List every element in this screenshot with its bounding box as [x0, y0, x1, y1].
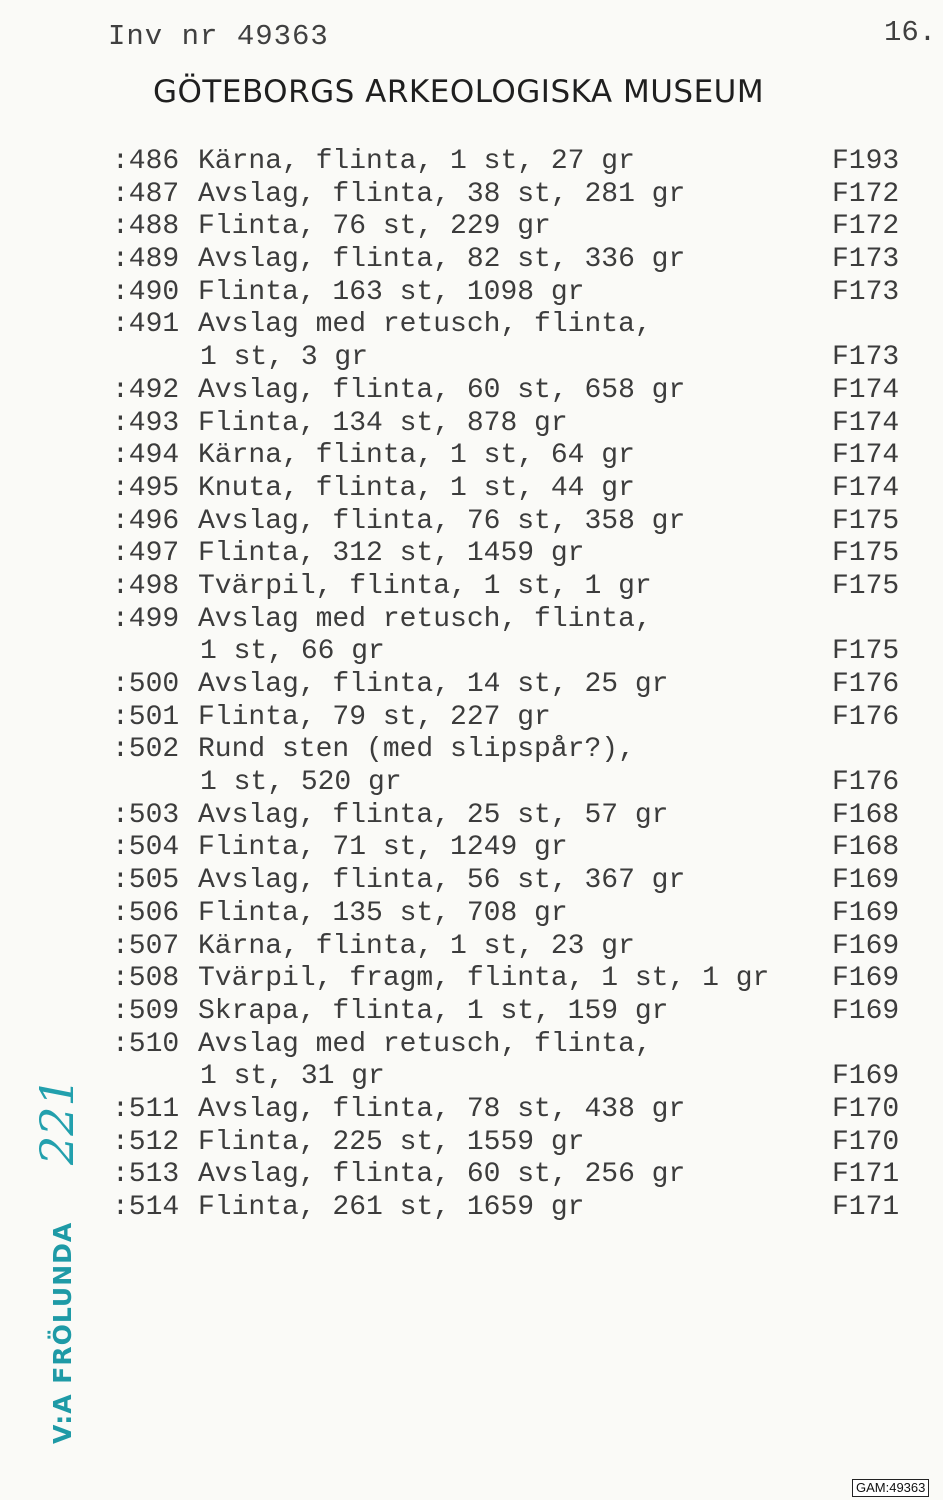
entry-description: Avslag, flinta, 60 st, 658 gr [198, 374, 686, 406]
entry-line [112, 211, 912, 244]
entry-number: :490 [112, 276, 180, 308]
list-item [112, 179, 912, 212]
entry-description: Flinta, 163 st, 1098 gr [198, 276, 585, 308]
entry-line [112, 1192, 912, 1225]
entry-description: Tvärpil, fragm, flinta, 1 st, 1 gr [198, 963, 770, 995]
entry-reference: F174 [832, 472, 900, 504]
entry-description: Avslag, flinta, 60 st, 256 gr [198, 1159, 686, 1191]
entry-line [112, 1127, 912, 1160]
entry-line [112, 604, 912, 637]
entry-line [112, 1159, 912, 1192]
list-item [112, 408, 912, 441]
entry-description: 1 st, 31 gr [200, 1061, 385, 1093]
entry-number: :498 [112, 570, 180, 602]
entry-description: Flinta, 134 st, 878 gr [198, 407, 568, 439]
list-item [112, 1192, 912, 1225]
entry-line [112, 440, 912, 473]
entry-description: Avslag, flinta, 76 st, 358 gr [198, 505, 686, 537]
entry-reference: F173 [832, 342, 900, 374]
entry-description: Kärna, flinta, 1 st, 23 gr [198, 930, 635, 962]
entry-number: :486 [112, 146, 180, 177]
entry-line [112, 767, 912, 800]
entry-reference: F169 [832, 995, 900, 1027]
entry-line [112, 375, 912, 408]
site-stamp: V:A FRÖLUNDA [48, 1221, 77, 1444]
entry-description: Flinta, 312 st, 1459 gr [198, 538, 585, 570]
entry-reference: F176 [832, 767, 900, 799]
list-item [112, 211, 912, 244]
list-item [112, 473, 912, 506]
entry-line [112, 669, 912, 702]
entry-description: 1 st, 3 gr [200, 342, 369, 374]
list-item [112, 309, 912, 374]
entry-description: Flinta, 225 st, 1559 gr [198, 1126, 585, 1158]
entry-line [112, 1094, 912, 1127]
entry-line [112, 931, 912, 964]
entry-description: Avslag med retusch, flinta, [198, 603, 652, 635]
entry-reference: F193 [832, 146, 900, 177]
entry-line [112, 636, 912, 669]
list-item [112, 538, 912, 571]
entry-number: :488 [112, 211, 180, 243]
entry-number: :492 [112, 374, 180, 406]
entry-description: Avslag med retusch, flinta, [198, 1028, 652, 1060]
entry-number: :509 [112, 995, 180, 1027]
entry-description: Flinta, 76 st, 229 gr [198, 211, 551, 243]
entry-line [112, 277, 912, 310]
list-item [112, 244, 912, 277]
entry-line [112, 702, 912, 735]
entry-number: :491 [112, 309, 180, 341]
entry-description: Flinta, 71 st, 1249 gr [198, 832, 568, 864]
entry-reference: F173 [832, 276, 900, 308]
list-item [112, 898, 912, 931]
entry-description: Skrapa, flinta, 1 st, 159 gr [198, 995, 669, 1027]
entry-reference: F175 [832, 636, 900, 668]
entry-line [112, 538, 912, 571]
entry-number: :497 [112, 538, 180, 570]
entry-reference: F171 [832, 1192, 900, 1223]
entry-description: Avslag, flinta, 14 st, 25 gr [198, 669, 669, 700]
list-item [112, 277, 912, 310]
entry-line [112, 244, 912, 277]
entry-line [112, 963, 912, 996]
entry-description: Avslag, flinta, 25 st, 57 gr [198, 799, 669, 831]
entry-number: :501 [112, 701, 180, 733]
entry-description: Tvärpil, flinta, 1 st, 1 gr [198, 570, 652, 602]
entry-line [112, 473, 912, 506]
list-item [112, 1159, 912, 1192]
list-item [112, 865, 912, 898]
list-item [112, 702, 912, 735]
entry-description: 1 st, 66 gr [200, 636, 385, 668]
entry-reference: F168 [832, 799, 900, 831]
list-item [112, 146, 912, 179]
entry-reference: F170 [832, 1093, 900, 1125]
entry-number: :503 [112, 799, 180, 831]
entry-reference: F175 [832, 538, 900, 570]
entry-number: :504 [112, 832, 180, 864]
handwritten-note: 221 [30, 1077, 84, 1165]
entry-number: :512 [112, 1126, 180, 1158]
entry-description: 1 st, 520 gr [200, 767, 402, 799]
list-item [112, 800, 912, 833]
entry-line [112, 309, 912, 342]
entry-reference: F172 [832, 211, 900, 243]
entry-number: :499 [112, 603, 180, 635]
page-number: 16. [884, 16, 937, 49]
entry-number: :487 [112, 178, 180, 210]
entry-description: Flinta, 79 st, 227 gr [198, 701, 551, 733]
entry-line [112, 832, 912, 865]
list-item [112, 506, 912, 539]
entry-line [112, 342, 912, 375]
entry-reference: F168 [832, 832, 900, 864]
entry-line [112, 865, 912, 898]
entry-number: :500 [112, 669, 180, 700]
entry-line [112, 1029, 912, 1062]
entry-line [112, 1061, 912, 1094]
list-item [112, 440, 912, 473]
entry-number: :496 [112, 505, 180, 537]
entry-reference: F174 [832, 374, 900, 406]
list-item [112, 832, 912, 865]
entry-number: :505 [112, 865, 180, 897]
entry-number: :489 [112, 244, 180, 276]
entry-number: :514 [112, 1192, 180, 1223]
entry-description: Avslag, flinta, 56 st, 367 gr [198, 865, 686, 897]
entry-reference: F174 [832, 407, 900, 439]
entry-line [112, 898, 912, 931]
list-item [112, 996, 912, 1029]
entry-line [112, 996, 912, 1029]
entry-number: :507 [112, 930, 180, 962]
entry-number: :495 [112, 472, 180, 504]
entry-number: :511 [112, 1093, 180, 1125]
entry-reference: F169 [832, 1061, 900, 1093]
entry-number: :494 [112, 440, 180, 472]
entry-line [112, 506, 912, 539]
entry-line [112, 571, 912, 604]
list-item [112, 1127, 912, 1160]
list-item [112, 375, 912, 408]
entry-description: Knuta, flinta, 1 st, 44 gr [198, 472, 635, 504]
list-item [112, 571, 912, 604]
entry-reference: F175 [832, 570, 900, 602]
entry-line [112, 179, 912, 212]
entry-description: Avslag, flinta, 78 st, 438 gr [198, 1093, 686, 1125]
entry-number: :502 [112, 734, 180, 766]
entry-description: Avslag, flinta, 38 st, 281 gr [198, 178, 686, 210]
entry-reference: F173 [832, 244, 900, 276]
list-item [112, 1094, 912, 1127]
entry-reference: F169 [832, 897, 900, 929]
inventory-number: Inv nr 49363 [108, 20, 329, 53]
entry-reference: F175 [832, 505, 900, 537]
entry-description: Flinta, 135 st, 708 gr [198, 897, 568, 929]
entry-list [112, 146, 912, 1225]
entry-number: :493 [112, 407, 180, 439]
entry-reference: F169 [832, 865, 900, 897]
archive-id: GAM:49363 [852, 1479, 929, 1497]
entry-reference: F171 [832, 1159, 900, 1191]
entry-line [112, 800, 912, 833]
entry-description: Avslag med retusch, flinta, [198, 309, 652, 341]
museum-title: GÖTEBORGS ARKEOLOGISKA MUSEUM [153, 74, 765, 110]
entry-reference: F176 [832, 669, 900, 700]
entry-description: Flinta, 261 st, 1659 gr [198, 1192, 585, 1223]
entry-description: Avslag, flinta, 82 st, 336 gr [198, 244, 686, 276]
list-item [112, 1029, 912, 1094]
entry-line [112, 146, 912, 179]
entry-reference: F172 [832, 178, 900, 210]
entry-reference: F169 [832, 963, 900, 995]
entry-number: :510 [112, 1028, 180, 1060]
entry-reference: F176 [832, 701, 900, 733]
list-item [112, 734, 912, 799]
entry-reference: F174 [832, 440, 900, 472]
list-item [112, 669, 912, 702]
entry-number: :513 [112, 1159, 180, 1191]
entry-description: Rund sten (med slipspår?), [198, 734, 635, 766]
entry-line [112, 734, 912, 767]
entry-description: Kärna, flinta, 1 st, 64 gr [198, 440, 635, 472]
list-item [112, 604, 912, 669]
list-item [112, 963, 912, 996]
entry-reference: F170 [832, 1126, 900, 1158]
entry-line [112, 408, 912, 441]
entry-description: Kärna, flinta, 1 st, 27 gr [198, 146, 635, 177]
entry-reference: F169 [832, 930, 900, 962]
entry-number: :506 [112, 897, 180, 929]
entry-number: :508 [112, 963, 180, 995]
list-item [112, 931, 912, 964]
